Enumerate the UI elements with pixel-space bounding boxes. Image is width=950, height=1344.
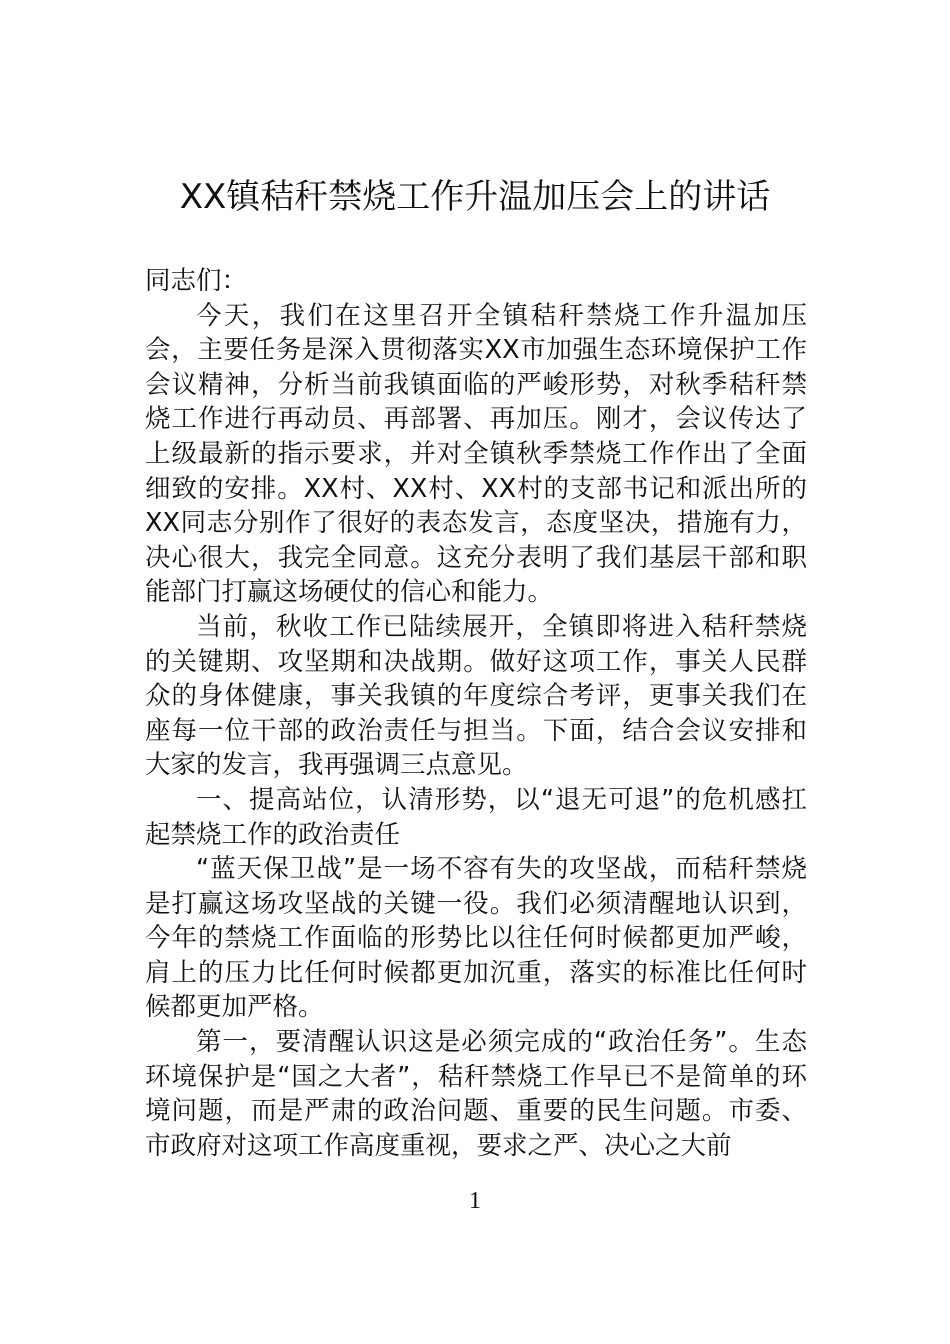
paragraph-1: 今天，我们在这里召开全镇秸秆禁烧工作升温加压会，主要任务是深入贯彻落实XX市加强生态环境保护工作会议精神，分析当前我镇面临的严峻形势，对秋季秸秆禁烧工作进行再动员、再部署、再加压。刚才，会议传达了上级最新的指示要求，并对全镇秋季禁烧工作作出了全面细致的安排。XX村、XX村、XX村的支部书记和派出所的XX同志分别作了很好的表态发言，态度坚决，措施有力，决心很大，我完全同意。这充分表明了我们基层干部和职能部门打赢这场硬仗的信心和能力。: [145, 300, 807, 608]
paragraph-4: 第一，要清醒认识这是必须完成的“政治任务”。生态环境保护是“国之大者”，秸秆禁烧工作早已不是简单的环境问题，而是严肃的政治问题、重要的民生问题。市委、市政府对这项工作高度重视，要求之严、决心之大前: [145, 1027, 807, 1161]
salutation: 同志们：: [145, 266, 248, 296]
page-number: 1: [469, 1188, 481, 1214]
document-body: [145, 264, 807, 1163]
paragraph-3: “蓝天保卫战”是一场不容有失的攻坚战，而秸秆禁烧是打赢这场攻坚战的关键一役。我们必须清醒地认识到，今年的禁烧工作面临的形势比以往任何时候都更加严峻，肩上的压力比任何时候都更加沉重，落实的标准比任何时候都更加严格。: [145, 854, 807, 1023]
paragraph-2: 当前，秋收工作已陆续展开，全镇即将进入秸秆禁烧的关键期、攻坚期和决战期。做好这项工作，事关人民群众的身体健康，事关我镇的年度综合考评，更事关我们在座每一位干部的政治责任与担当。下面，结合会议安排和大家的发言，我再强调三点意见。: [145, 611, 807, 781]
section-heading-1: 一、提高站位，认清形势，以“退无可退”的危机感扛起禁烧工作的政治责任: [145, 784, 807, 850]
document-title: XX镇秸秆禁烧工作升温加压会上的讲话: [179, 177, 771, 217]
